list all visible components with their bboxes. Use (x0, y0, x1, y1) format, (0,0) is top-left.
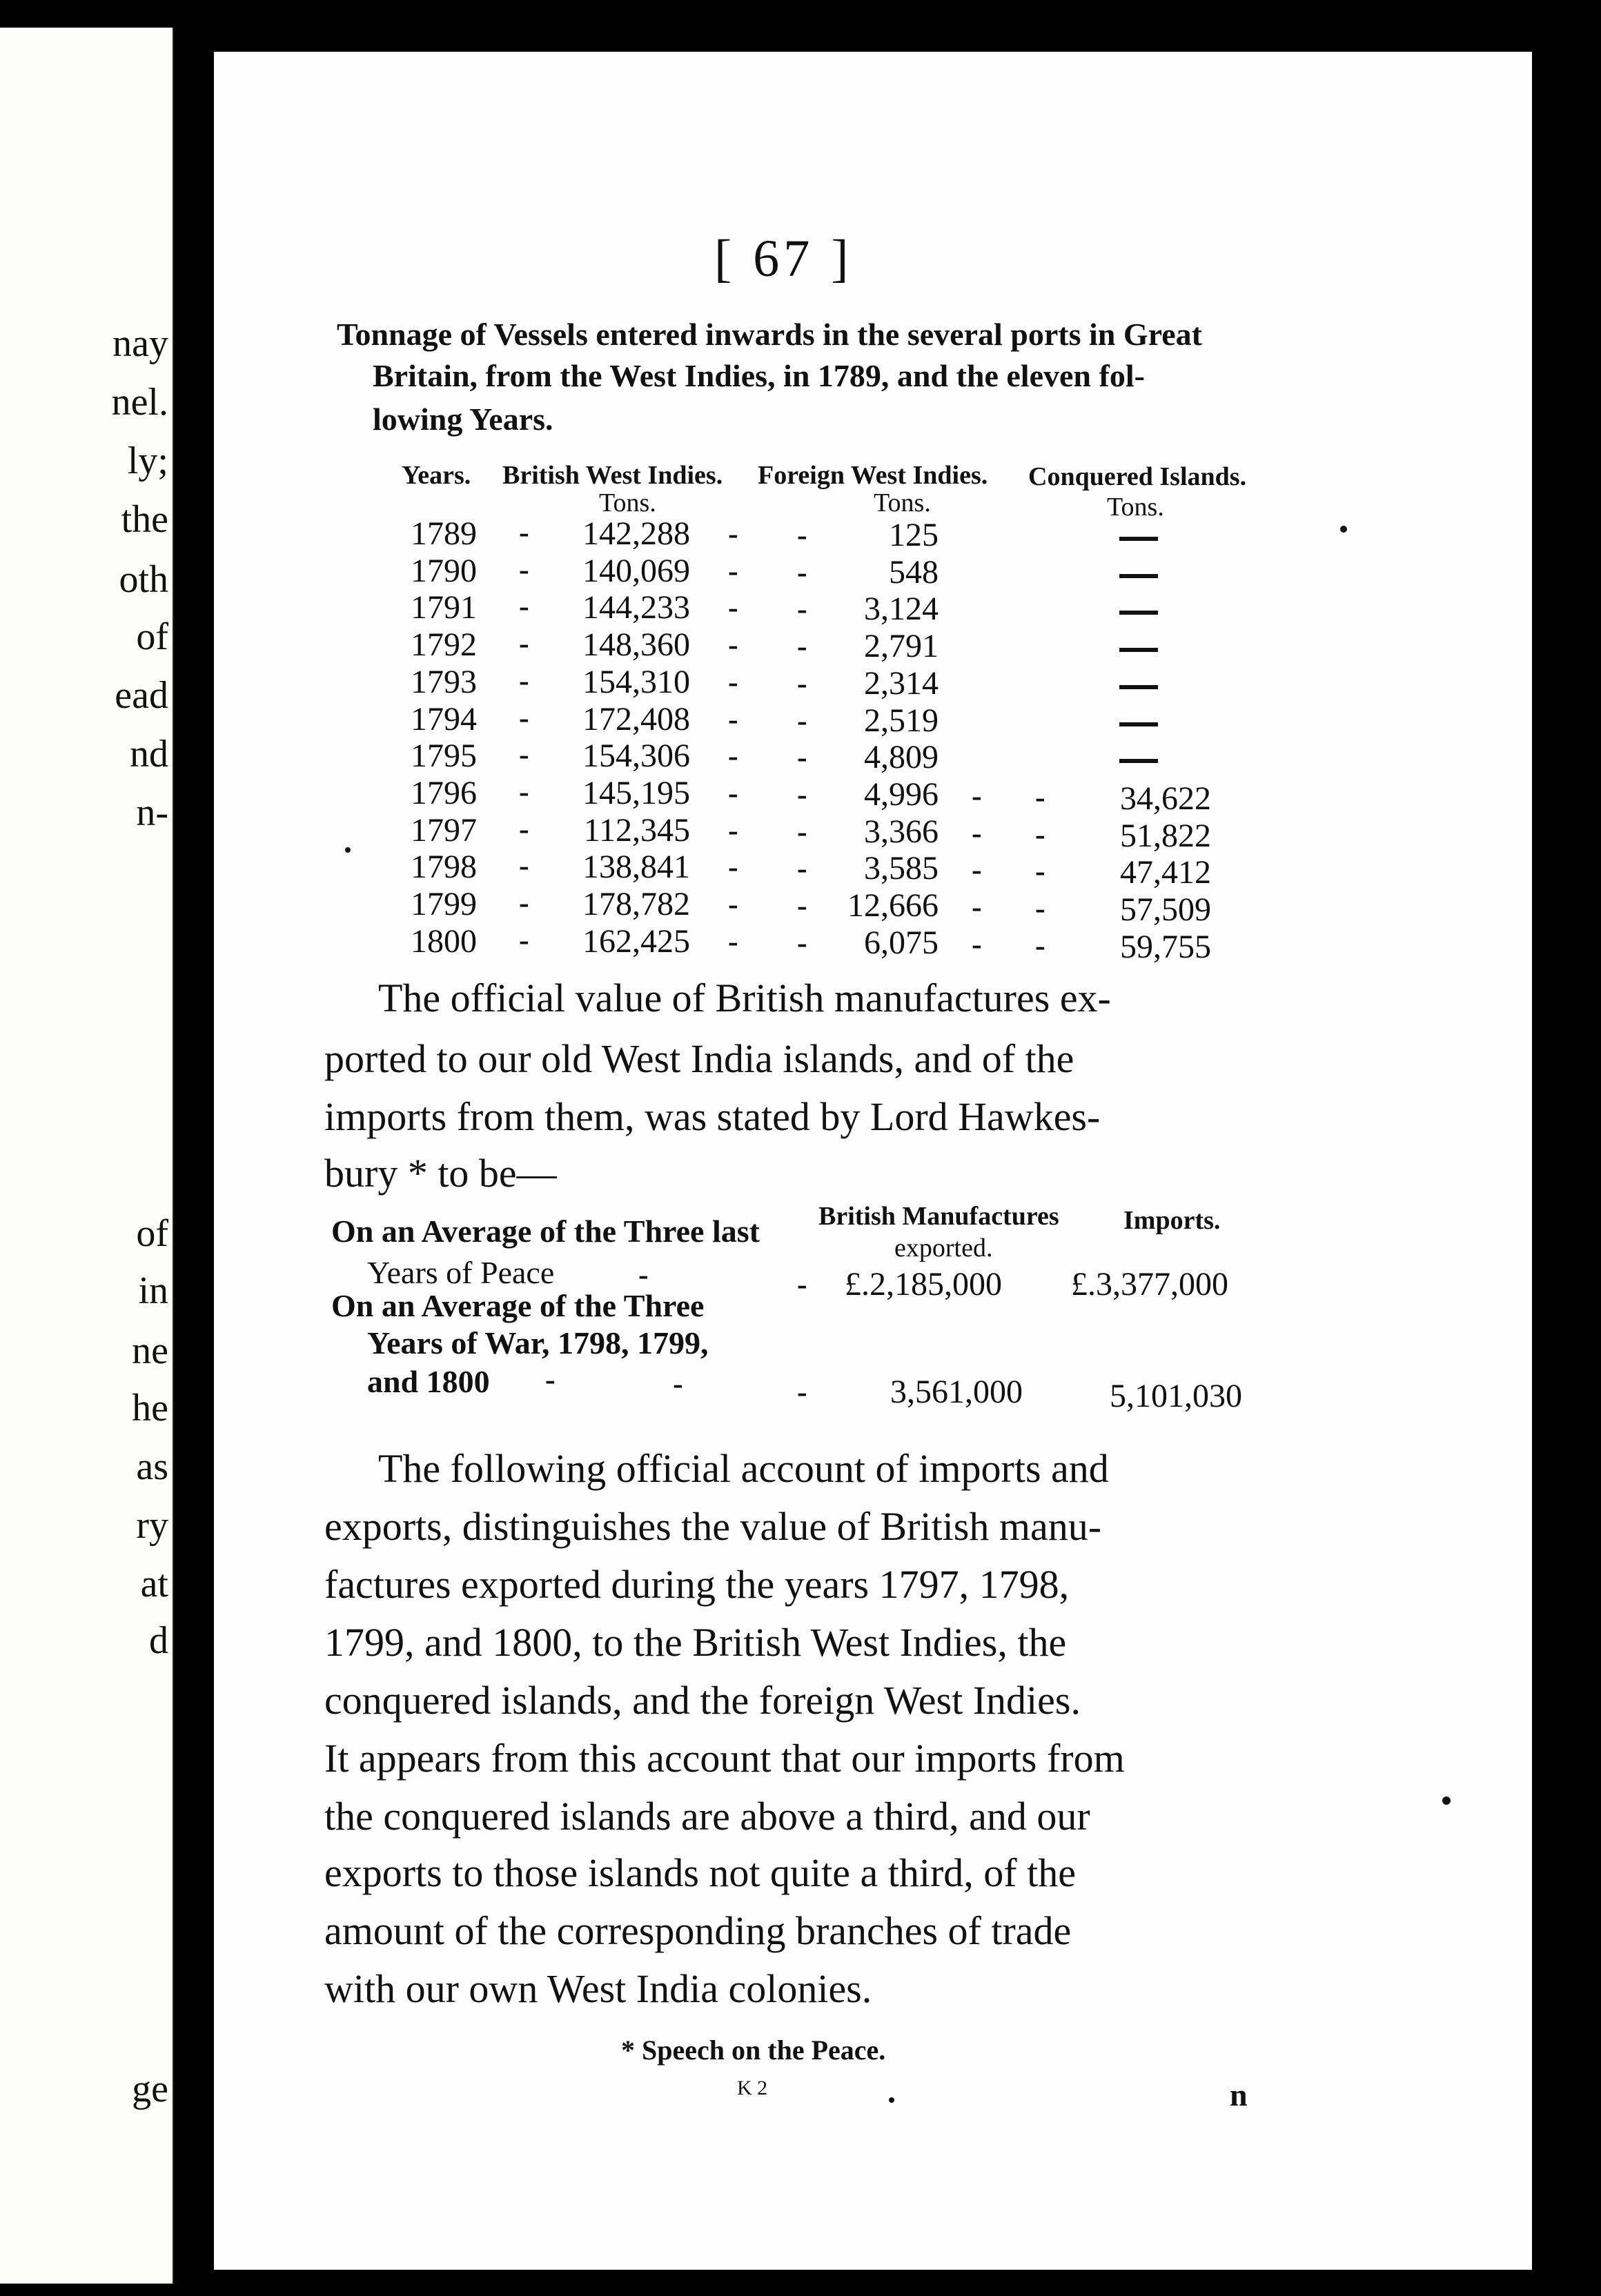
table1-dash: - (728, 553, 738, 588)
left-page-fragment: in (138, 1269, 168, 1312)
table1-british-cell: 178,782 (582, 886, 690, 922)
table1-british-cell: 162,425 (582, 922, 690, 960)
table1-conquered-cell: 47,412 (1120, 854, 1211, 891)
para2-line: the conquered islands are above a third, and our (324, 1794, 1090, 1839)
table1-dash: - (728, 591, 738, 625)
table1-conquered-cell: 51,822 (1120, 817, 1211, 854)
table1-dash: - (519, 811, 529, 846)
table1-dash: - (1035, 891, 1045, 925)
table1-year-cell: 1789 (411, 515, 477, 552)
table1-dash: - (797, 703, 807, 738)
table2-row1-manufactures: £.2,185,000 (845, 1266, 1002, 1303)
table1-foreign-cell: 4,809 (864, 739, 939, 776)
para1-line-1: The official value of British manufactures ex- (378, 976, 1111, 1020)
table1-year-cell: 1800 (411, 922, 477, 960)
left-page-fragment: the (121, 498, 168, 541)
left-page-fragment: at (140, 1563, 168, 1605)
table2-row1-imports: £.3,377,000 (1071, 1266, 1228, 1303)
table1-foreign-cell: 6,075 (864, 924, 939, 961)
table1-dash: - (519, 738, 529, 772)
table2-row1-dash: - (638, 1258, 649, 1292)
table1-british-cell: 145,195 (582, 774, 690, 811)
table1-foreign-cell: 548 (889, 553, 939, 591)
catchword: n (1230, 2077, 1248, 2112)
table2-row1-line-2: Years of Peace (367, 1255, 555, 1290)
para2-line: 1799, and 1800, to the British West Indies, the (324, 1620, 1067, 1665)
left-page-fragment: d (149, 1619, 168, 1662)
table1-year-cell: 1790 (411, 552, 477, 589)
para2-line: with our own West India colonies. (324, 1966, 872, 2011)
table1-british-cell: 154,306 (582, 738, 690, 775)
table2-row2-dash: - (673, 1367, 683, 1401)
ink-speck (345, 847, 351, 853)
table1-dash: - (519, 515, 529, 549)
table1-dash: - (519, 700, 529, 735)
table1-foreign-cell: 3,585 (864, 850, 939, 887)
table1-caption-line-1: Tonnage of Vessels entered inwards in the several ports in Great (337, 317, 1202, 352)
table2-row1-line-1: On an Average of the Three last (331, 1214, 760, 1249)
footnote: * Speech on the Peace. (621, 2035, 886, 2066)
table1-conquered-cell: 57,509 (1120, 891, 1211, 928)
table1-conquered-cell (1119, 611, 1158, 615)
left-page-fragment: as (136, 1445, 168, 1488)
para2-line: The following official account of imports and (378, 1446, 1109, 1491)
table1-dash: - (519, 552, 529, 586)
table1-dash: - (797, 814, 807, 849)
para2-line: exports to those islands not quite a third, of the (324, 1850, 1076, 1895)
table2-row2-dash: - (545, 1363, 556, 1396)
signature-mark: K 2 (737, 2077, 768, 2099)
table1-dash: - (728, 739, 738, 773)
table1-header-years: Years. (402, 461, 471, 490)
table2-row1-dash: - (797, 1267, 807, 1301)
table1-unit-foreign: Tons. (874, 488, 931, 517)
table2-row2-imports: 5,101,030 (1110, 1378, 1242, 1414)
table1-year-cell: 1799 (411, 886, 477, 922)
left-page-fragment: nd (130, 733, 168, 775)
table1-conquered-cell (1119, 759, 1158, 763)
left-page-fragment: of (136, 615, 168, 658)
table1-foreign-cell: 3,366 (864, 813, 939, 850)
table2-row2-manufactures: 3,561,000 (890, 1374, 1023, 1410)
table1-year-cell: 1791 (411, 589, 477, 626)
table1-dash: - (728, 702, 738, 736)
table1-dash: - (519, 886, 529, 920)
table1-dash: - (797, 629, 807, 664)
table1-dash: - (797, 925, 807, 960)
table1-dash: - (519, 663, 529, 697)
ink-speck (1442, 1797, 1451, 1805)
table2-row2-line-2: Years of War, 1798, 1799, (367, 1325, 709, 1360)
table1-dash: - (1035, 817, 1045, 851)
para2-line: conquered islands, and the foreign West Indies. (324, 1678, 1081, 1723)
table1-conquered-cell (1119, 537, 1158, 541)
table1-foreign-cell: 2,519 (864, 702, 939, 739)
table1-conquered-cell (1119, 722, 1158, 726)
table1-conquered-cell (1119, 574, 1158, 578)
left-page-fragment: of (136, 1212, 168, 1255)
left-page-fragment: ead (115, 674, 168, 717)
left-page-fragment: ry (136, 1504, 168, 1547)
table1-dash: - (728, 517, 738, 551)
table1-unit-conquered: Tons. (1107, 493, 1164, 522)
table2-row2-line-3: and 1800 (367, 1364, 490, 1399)
table1-foreign-cell: 4,996 (864, 775, 939, 813)
ink-speck (1340, 526, 1347, 533)
table2-row2-dash: - (797, 1375, 807, 1409)
left-facing-page (0, 28, 174, 2284)
left-page-fragment: ge (132, 2068, 168, 2110)
table1-dash: - (797, 666, 807, 700)
left-page-fragment: n- (136, 791, 168, 834)
table1-british-cell: 140,069 (582, 552, 690, 589)
table1-year-cell: 1798 (411, 849, 477, 886)
table2-header-manufactures-sub: exported. (894, 1234, 993, 1263)
para1-line-4: bury * to be— (324, 1151, 557, 1196)
table1-british-cell: 154,310 (582, 663, 690, 700)
table1-dash: - (519, 589, 529, 624)
table1-year-cell: 1793 (411, 663, 477, 700)
table1-dash: - (728, 775, 738, 810)
table1-dash: - (797, 889, 807, 922)
table1-dash: - (972, 778, 982, 813)
left-page-fragment: oth (119, 558, 168, 601)
table1-conquered-cell: 59,755 (1120, 928, 1211, 965)
table1-dash: - (728, 887, 738, 921)
table1-british-cell: 112,345 (583, 811, 690, 849)
para2-line: amount of the corresponding branches of trade (324, 1908, 1072, 1953)
table1-dash: - (797, 518, 807, 552)
table1-foreign-cell: 125 (889, 517, 939, 553)
table2-row2-line-1: On an Average of the Three (331, 1288, 705, 1323)
table1-unit-british: Tons. (599, 488, 656, 517)
table1-dash: - (972, 815, 982, 850)
table1-header-british: British West Indies. (502, 461, 723, 490)
page-number: [ 67 ] (714, 230, 853, 288)
table1-year-cell: 1795 (411, 738, 477, 775)
para2-line: factures exported during the years 1797, 1798, (324, 1562, 1070, 1607)
table1-british-cell: 148,360 (582, 626, 690, 664)
left-page-fragment: ly; (127, 439, 168, 482)
table1-dash: - (728, 813, 738, 847)
ink-speck (889, 2097, 894, 2103)
left-page-fragment: nel. (111, 381, 168, 424)
table1-british-cell: 138,841 (582, 849, 690, 886)
table1-caption-line-2: Britain, from the West Indies, in 1789, and the eleven fol- (373, 358, 1145, 393)
table1-foreign-cell: 3,124 (864, 591, 939, 628)
table1-foreign-cell: 2,314 (864, 664, 939, 702)
table1-british-cell: 172,408 (582, 700, 690, 738)
table1-conquered-cell (1119, 685, 1158, 689)
para1-line-2: ported to our old West India islands, and of the (324, 1036, 1074, 1081)
table1-dash: - (519, 849, 529, 883)
table1-foreign-cell: 12,666 (847, 887, 939, 924)
table1-dash: - (797, 555, 807, 589)
table1-dash: - (972, 890, 982, 924)
table2-header-imports: Imports. (1123, 1206, 1221, 1235)
left-page-fragment: ne (132, 1329, 168, 1372)
left-page-fragment: nay (112, 322, 168, 365)
table1-dash: - (519, 922, 529, 957)
left-page-fragment: he (132, 1387, 168, 1429)
table1-conquered-cell (1119, 648, 1158, 652)
table1-year-cell: 1792 (411, 626, 477, 664)
table1-dash: - (519, 626, 529, 661)
table1-dash: - (728, 850, 738, 884)
table1-dash: - (519, 774, 529, 809)
table1-dash: - (1035, 780, 1045, 814)
table1-year-cell: 1797 (411, 811, 477, 849)
table1-dash: - (797, 777, 807, 811)
table1-year-cell: 1794 (411, 700, 477, 738)
table1-year-cell: 1796 (411, 774, 477, 811)
para2-line: exports, distinguishes the value of British manu- (324, 1504, 1102, 1549)
para1-line-3: imports from them, was stated by Lord Hawkes- (324, 1094, 1101, 1139)
table1-caption-line-3: lowing Years. (373, 402, 553, 437)
table1-dash: - (797, 740, 807, 775)
table1-dash: - (972, 927, 982, 961)
table1-dash: - (728, 924, 738, 958)
table1-british-cell: 144,233 (582, 589, 690, 626)
table1-dash: - (728, 628, 738, 662)
table2-header-manufactures: British Manufactures (818, 1202, 1059, 1231)
table1-dash: - (728, 664, 738, 699)
table1-header-conquered: Conquered Islands. (1028, 462, 1247, 491)
table1-foreign-cell: 2,791 (864, 628, 939, 665)
table1-dash: - (972, 853, 982, 887)
table1-conquered-cell: 34,622 (1120, 780, 1211, 817)
table1-header-foreign: Foreign West Indies. (758, 461, 988, 490)
table1-british-cell: 142,288 (582, 515, 690, 552)
table1-dash: - (797, 851, 807, 886)
table1-dash: - (1035, 854, 1045, 889)
table1-dash: - (797, 592, 807, 626)
para2-line: It appears from this account that our imports from (324, 1736, 1125, 1781)
table1-dash: - (1035, 928, 1045, 962)
